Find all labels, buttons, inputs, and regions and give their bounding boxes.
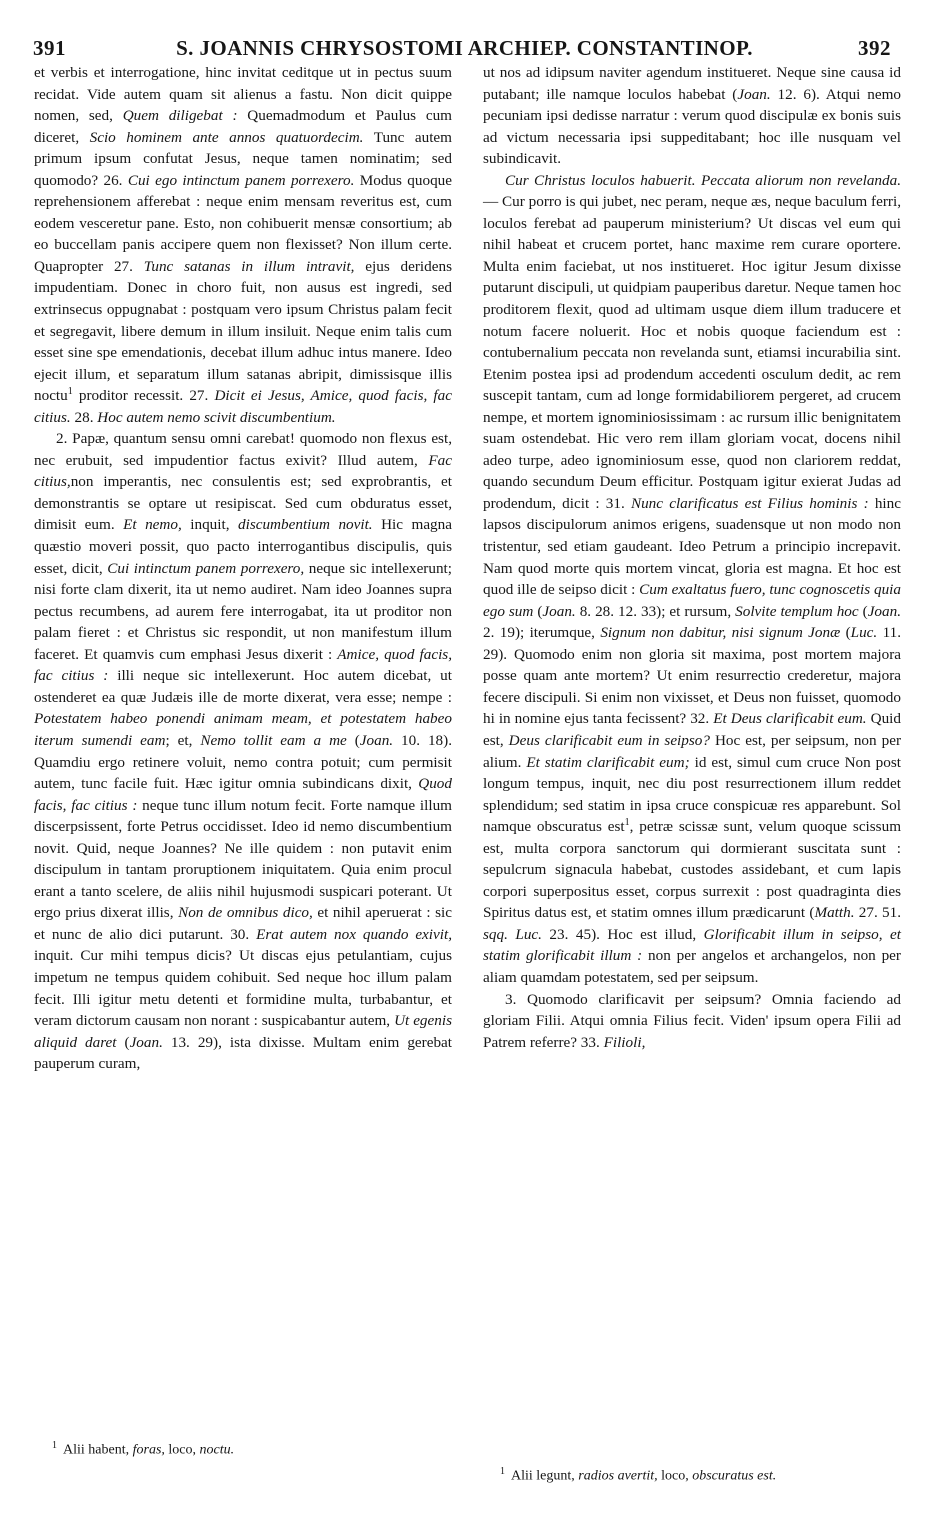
right-paragraph-2: Cur Christus loculos habuerit. Peccata aliorum non revelanda. — Cur porro is qui jubet, nec peram, neque æs, neque baculum ferri, loculos ferebat ad pauperum ministerium? Ut discas vel eum qui nihil habeat et crucem portet, hanc maxime rem curare oportere. Multa enim faciebat, ut nos institueret. Hoc igitur Jesum dixisse putarunt discipuli, ut quidpiam pauperibus daretur. Neque tamen hoc proditorem flexit, quod ad ultimam usque diem illum traducere et notum facere noluerit. Hoc et nobis quoque faciendum est : contubernalium peccata non revelanda sunt, etiamsi incurabilia sint. Etenim postea ipsi ad prodendum accedenti osculum dedit, ac rem suscepit tantam, cum ad longe formidabiliorem pergeret, ad crucem nempe, et mortem ignominiosissimam : ac rursum illic benignitatem suam ostendebat. Hic vero rem illam gloriam vocat, docens nihil adeo turpe, adeo ignominiosum esse, quod non clariorem reddat, quando secundum Deum efficitur. Postquam igitur exierat Judas ad prodendum, dicit : 31. Nunc clarificatus est Filius hominis : hinc lapsos discipulorum animos erigens, suadensque ut non modo non tristentur, sed etiam gaudeant. Ideo Petrum a principio increpavit. Nam quod morte quis mortem vincat, gloria est magna. Et hoc est quod ille de seipso dicit : Cum exaltatus fuero, tunc cognoscetis quia ego sum (Joan. 8. 28. 12. 33); et rursum, Solvite templum hoc (Joan. 2. 19); iterumque, Signum non dabitur, nisi signum Jonæ (Luc. 11. 29). Quomodo enim non gloria sit maxima, post mortem majora posse quam ante mortem? Ut enim resurrectio crederetur, majora fecere discipuli. Si enim non vixisset, et Deus non fuisset, quomodo hi in nomine ejus tanta fecissent? 32. Et Deus clarificabit eum. Quid est, Deus clarificabit eum in seipso? Hoc est, per seipsum, non per alium. Et statim clarificabit eum; id est, simul cum cruce Non post longum tempus, inquit, nec diu post resurrectionem illum reddet splendidum; sed statim in ipsa cruce conspicuæ res apparebunt. Sol namque obscuratus est$^1$, petræ scissæ sunt, velum quoque scissum est, multa corpora sanctorum qui dormierant suscitata sunt : sepulcrum signacula habebat, custodes assidebant, et cum lapis corpori superpositus esset, corpus surrexit : post quadraginta dies Spiritus datus est, et statim omnes illum prædicarunt (Matth. 27. 51. sqq. Luc. 23. 45). Hoc est illud, Glorificabit illum in seipso, et statim glorificabit illum : non per angelos et archangelos, non per aliam quamdam potestatem, sed per seipsum. bbox=[483, 171, 902, 986]
footnote-ref: 1 bbox=[67, 386, 73, 398]
left-paragraph-2: 2. Papæ, quantum sensu omni carebat! quomodo non flexus est, nec erubuit, sed impudentior factus exivit? Illud autem, Fac citius,non imperantis, nec consulentis est; sed exprobrantis, et demonstrantis se optare ut resipiscat. Sed cum obduratus esset, dimisit eum. Et nemo, inquit, discumbentium novit. Hic magna quæstio moveri possit, quo pacto interrogantibus discipulis, quis esset, dicit, Cui intinctum panem porrexero, neque sic intellexerunt; nisi forte clam dixerit, ita ut nemo audiret. Nam ideo Joannes supra pectus recumbens, ad aurem fere interrogabat, ita ut proditor non palam fieret : et Christus sic respondit, ut non manifestum illum faceret. Et quamvis cum emphasi Jesus dixerit : Amice, quod facis, fac citius : illi neque sic intellexerunt. Hoc autem dicebat, ut ostenderet ea quæ Judæis ille de morte dixerat, vera esse; nempe : Potestatem habeo ponendi animam meam, et potestatem habeo iterum sumendi eam; et, Nemo tollit eam a me (Joan. 10. 18). Quamdiu ergo retinere voluit, nemo contra potuit; cum permisit autem, tunc facile fuit. Hæc igitur omnia subindicans dixit, Quod facis, fac citius : neque tunc illum notum fecit. Forte namque illum discerpsissent, forte Petrus occidisset. Ideo id nemo discumbentium novit. Quid, neque Joannes? Ne ille quidem : non putavit enim discipulum in tantam proruptionem iniquitatem. Quia enim procul erant a tanto scelere, de aliis nihil hujusmodi suspicari poterant. Ut ergo prius dixerat illis, Non de omnibus dico, et nihil aperuerat : sic et nunc de alio dici putarunt. 30. Erat autem nox quando exivit, inquit. Cur mihi tempus dicis? Ut discas ejus petulantiam, cujus impetum ne tempus quidem cohibuit. Sed neque hoc illum palam fecit. Illi igitur metu detenti et formidine multa, turbabantur, et veram dictorum causam non norant : suspicabantur autem, Ut egenis aliquid daret (Joan. 13. 29), ista dixisse. Multam enim gerebat pauperum curam, bbox=[34, 430, 453, 1073]
footnote-ref: 1 bbox=[624, 817, 630, 829]
left-paragraph-1: et verbis et interrogatione, hinc invitat ceditque ut in pectus suum recidat. Vide autem quam sit alienus a fastu. Non dicit quippe nomen, sed, Quem diligebat : Quemadmodum et Paulus cum diceret, Scio hominem ante annos quatuordecim. Tunc autem primum ipsum confutat Jesus, neque tamen nominatim; sed quomodo? 26. Cui ego intinctum panem porrexero. Modus quoque reprehensionem afferebat : neque enim mensam reveritus est, cum eodem vesceretur pane. Esto, non cohibuerit mensæ consortium; ab eo buccellam panis accipere quem non flexisset? Non illum certe. Quapropter 27. Tunc satanas in illum intravit, ejus deridens impudentiam. Donec in choro fuit, non ausus est ingredi, sed extrinsecus oppugnabat : postquam vero ipsum Christus palam fecit et segregavit, libere demum in illum insiluit. Neque enim talis cum esset sine spe emendationis, decebat illum adhuc intus manere. Ideo ejecit illum, et separatum illum satanas abripit, dimissisque illis noctu$^1$ proditor recessit. 27. Dicit ei Jesus, Amice, quod facis, fac citius. 28. Hoc autem nemo scivit discumbentium. bbox=[34, 64, 452, 426]
section-heading: Cur Christus loculos habuerit. Peccata aliorum non revelanda. bbox=[505, 171, 901, 189]
footnote-right: $^1$ Alii legunt, radios avertit, loco, obscuratus est. bbox=[500, 1466, 777, 1484]
right-paragraph-1: ut nos ad idipsum naviter agendum institueret. Neque sine causa id putabant; ille namque loculos habebat (Joan. 12. 6). Atqui nemo pecuniam ipsi dedisse narratur : verum quod discipulæ ex bonis suis ad victum necessaria ipsi suppeditabant; hoc ille nusquam vel subindicavit. bbox=[483, 64, 901, 168]
footnote-left: $^1$ Alii habent, foras, loco, noctu. bbox=[52, 1440, 235, 1458]
left-column bbox=[34, 62, 452, 1075]
running-head: S. JOANNIS CHRYSOSTOMI ARCHIEP. CONSTANTINOP. bbox=[176, 36, 753, 60]
right-paragraph-3: 3. Quomodo clarificavit per seipsum? Omnia faciendo ad gloriam Filii. Atqui omnia Filius fecit. Viden' ipsum opera Filii ad Patrem referre? 33. Filioli, bbox=[483, 990, 901, 1051]
right-column bbox=[483, 62, 901, 1053]
page-number-left: 391 bbox=[33, 36, 66, 60]
page-number-right: 392 bbox=[858, 36, 891, 60]
